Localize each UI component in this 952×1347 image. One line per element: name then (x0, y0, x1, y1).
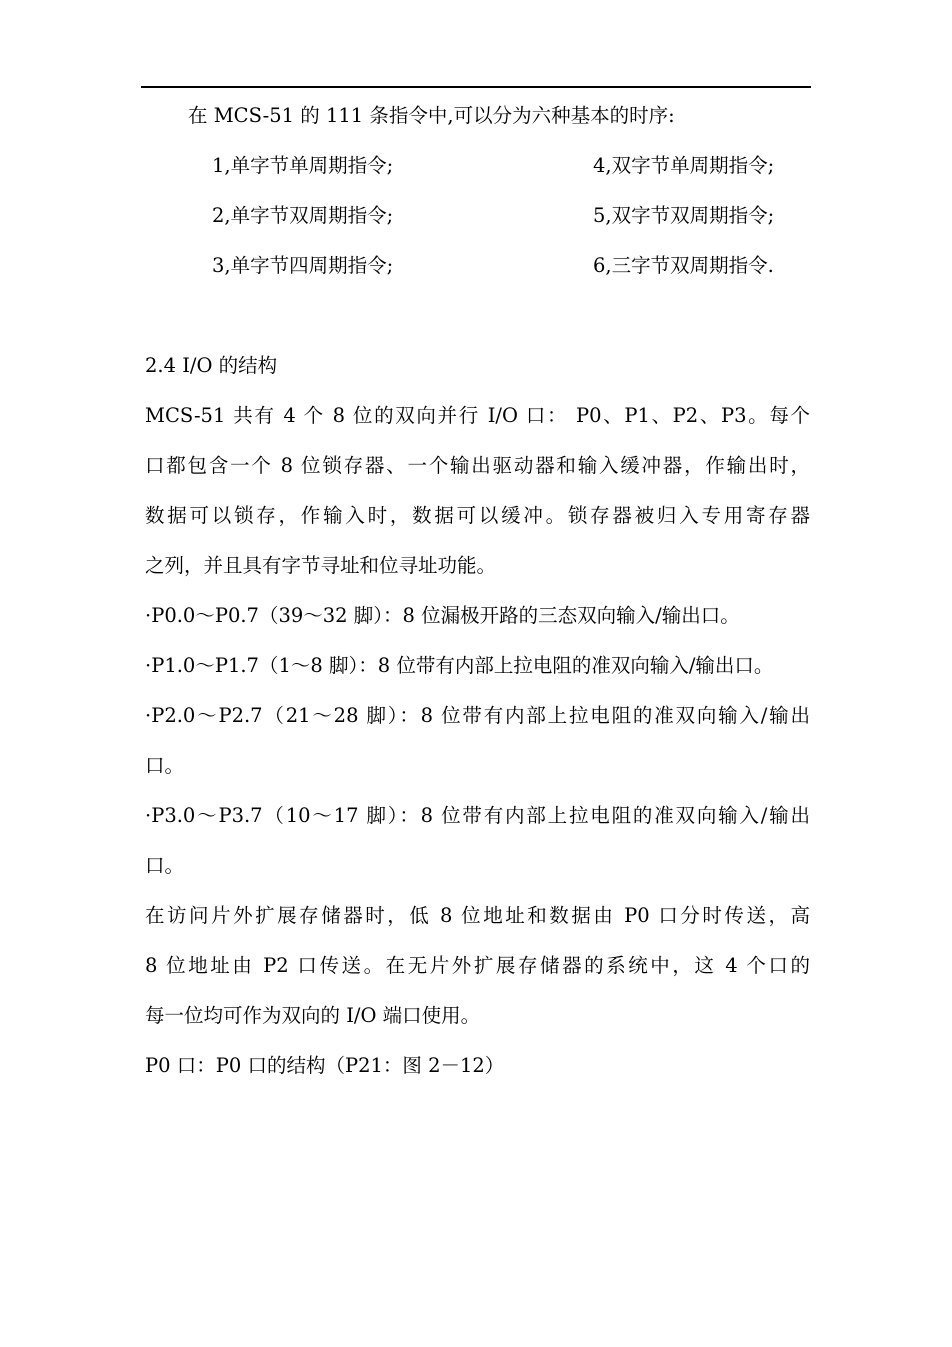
paragraph2-line: 8 位地址由 P2 口传送。在无片外扩展存储器的系统中，这 4 个口的 (145, 954, 810, 977)
paragraph1-line: 口都包含一个 8 位锁存器、一个输出驱动器和输入缓冲器，作输出时， (145, 454, 810, 477)
timing-item-1: 1,单字节单周期指令; (212, 154, 394, 177)
paragraph2-line: 每一位均可作为双向的 I/O 端口使用。 (145, 1004, 481, 1027)
port-p3-description-cont: 口。 (145, 854, 185, 877)
port-p2-description-cont: 口。 (145, 754, 185, 777)
port-p0-description: ·P0.0～P0.7（39～32 脚）：8 位漏极开路的三态双向输入/输出口。 (145, 604, 740, 627)
paragraph2-line: 在访问片外扩展存储器时，低 8 位地址和数据由 P0 口分时传送，高 (145, 904, 810, 927)
header-rule (141, 86, 811, 88)
timing-item-2: 2,单字节双周期指令; (212, 204, 394, 227)
p0-structure-caption: P0 口：P0 口的结构（P21：图 2－12） (145, 1054, 505, 1077)
timing-item-6: 6,三字节双周期指令. (593, 254, 774, 277)
paragraph1-line: 之列，并且具有字节寻址和位寻址功能。 (145, 554, 497, 577)
paragraph1-line: 数据可以锁存，作输入时，数据可以缓冲。锁存器被归入专用寄存器 (145, 504, 810, 527)
timing-item-4: 4,双字节单周期指令; (593, 154, 775, 177)
port-p3-description: ·P3.0～P3.7（10～17 脚）：8 位带有内部上拉电阻的准双向输入/输出 (145, 804, 810, 827)
timing-item-5: 5,双字节双周期指令; (593, 204, 775, 227)
timing-item-3: 3,单字节四周期指令; (212, 254, 394, 277)
paragraph1-line: MCS-51 共有 4 个 8 位的双向并行 I/O 口： P0、P1、P2、P3。每个 (145, 404, 810, 427)
intro-text: 在 MCS-51 的 111 条指令中,可以分为六种基本的时序: (188, 104, 675, 127)
port-p1-description: ·P1.0～P1.7（1～8 脚）：8 位带有内部上拉电阻的准双向输入/输出口。 (145, 654, 774, 677)
section-heading: 2.4 I/O 的结构 (145, 354, 278, 377)
port-p2-description: ·P2.0～P2.7（21～28 脚）：8 位带有内部上拉电阻的准双向输入/输出 (145, 704, 810, 727)
